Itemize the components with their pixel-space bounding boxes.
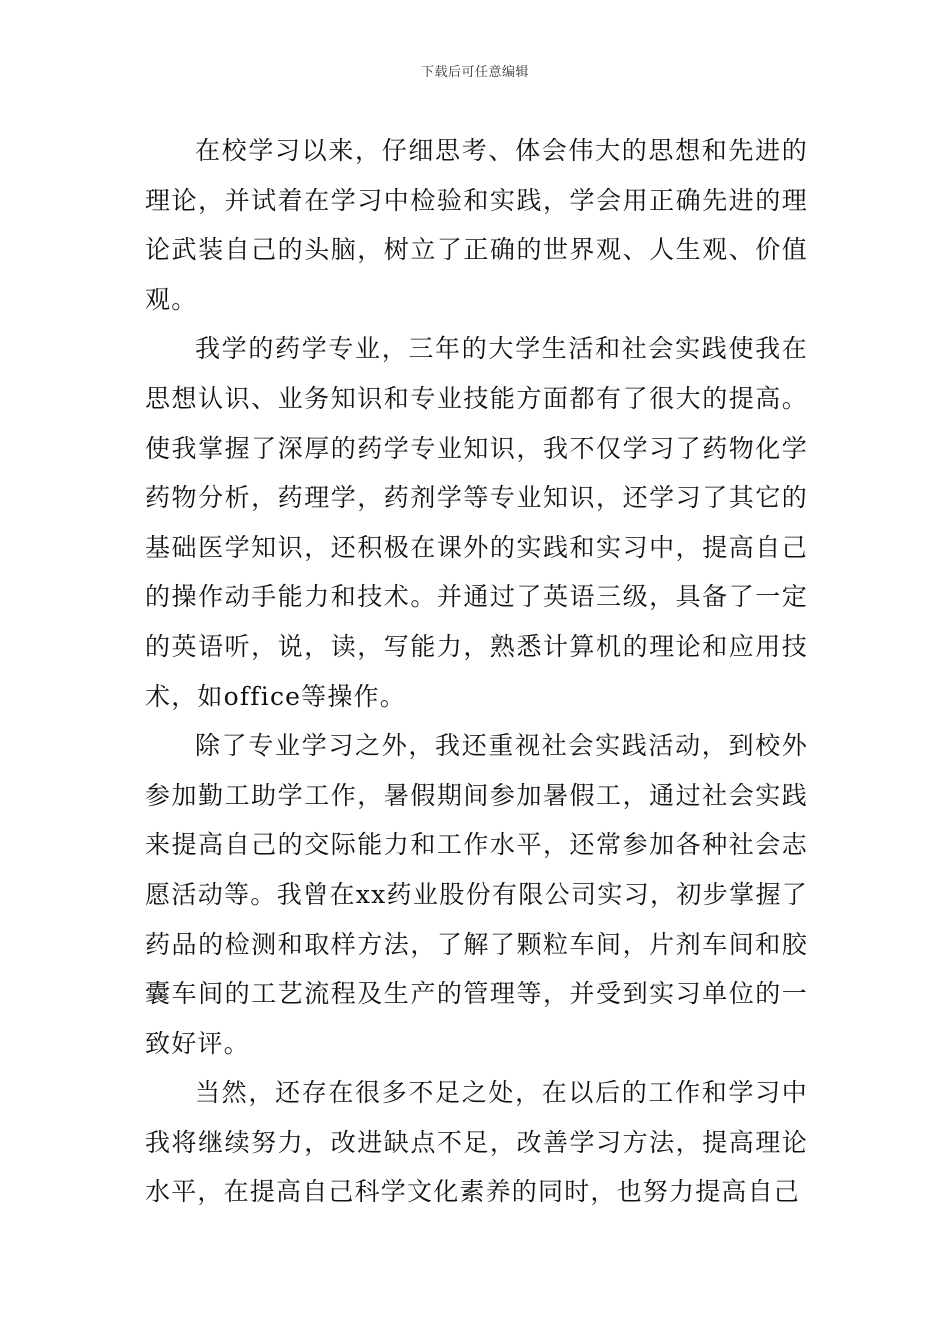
- document-body: [145, 126, 808, 1217]
- paragraph-4: 当然，还存在很多不足之处，在以后的工作和学习中我将继续努力，改进缺点不足，改善学习方法，提高理论水平，在提高自己科学文化素养的同时，也努力提高自己: [145, 1078, 808, 1207]
- header-note: 下载后可任意编辑: [420, 65, 529, 80]
- paragraph-2: 我学的药学专业，三年的大学生活和社会实践使我在思想认识、业务知识和专业技能方面都有了很大的提高。使我掌握了深厚的药学专业知识，我不仅学习了药物化学药物分析，药理学，药剂学等专业知识，还学习了其它的基础医学知识，还积极在课外的实践和实习中，提高自己的操作动手能力和技术。并通过了英语三级，具备了一定的英语听，说，读，写能力，熟悉计算机的理论和应用技术，如office等操作。: [145, 334, 808, 711]
- paragraph-3: 除了专业学习之外，我还重视社会实践活动，到校外参加勤工助学工作，暑假期间参加暑假工，通过社会实践来提高自己的交际能力和工作水平，还常参加各种社会志愿活动等。我曾在xx药业股份有限公司实习，初步掌握了药品的检测和取样方法，了解了颗粒车间，片剂车间和胶囊车间的工艺流程及生产的管理等，并受到实习单位的一致好评。: [145, 731, 808, 1058]
- paragraph-1: 在校学习以来，仔细思考、体会伟大的思想和先进的理论，并试着在学习中检验和实践，学会用正确先进的理论武装自己的头脑，树立了正确的世界观、人生观、价值观。: [145, 136, 808, 314]
